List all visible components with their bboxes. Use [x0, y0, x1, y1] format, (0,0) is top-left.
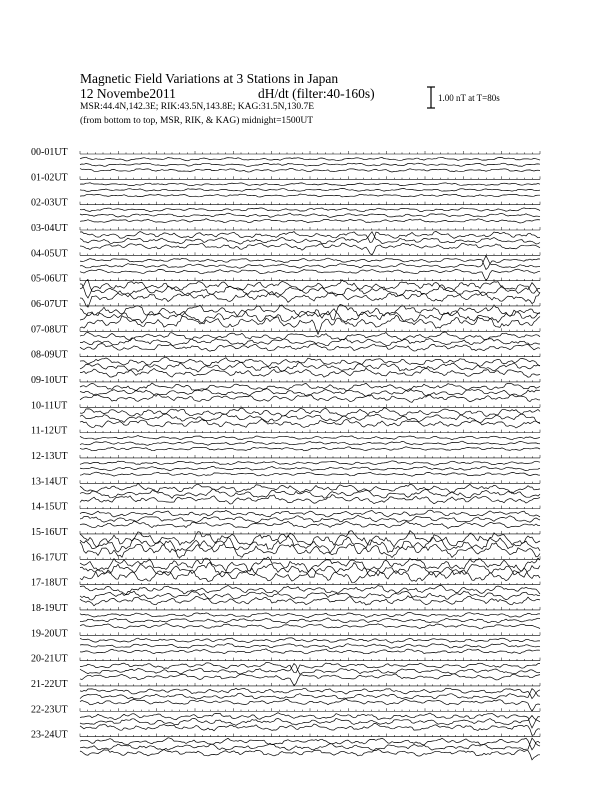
- station-trace: [80, 338, 540, 346]
- chart-component: dH/dt (filter:40-160s): [258, 86, 375, 101]
- hour-label: 21-22UT: [31, 678, 68, 690]
- hour-row: [31, 350, 540, 378]
- hour-label: 03-04UT: [31, 222, 68, 234]
- hour-row: [31, 527, 540, 558]
- hour-row: [31, 654, 540, 686]
- station-trace: [80, 689, 540, 700]
- station-trace: [80, 219, 540, 223]
- hour-row: [31, 603, 540, 629]
- station-trace: [80, 208, 540, 212]
- station-trace: [80, 585, 540, 594]
- hour-row: [31, 198, 540, 223]
- hour-row: [31, 172, 540, 197]
- chart-title: Magnetic Field Variations at 3 Stations in Japan: [80, 71, 339, 86]
- hour-row: [31, 223, 540, 255]
- hour-row: [31, 324, 540, 351]
- station-trace: [80, 643, 540, 648]
- hour-label: 08-09UT: [31, 349, 68, 361]
- station-trace: [80, 232, 540, 244]
- station-trace: [80, 168, 540, 172]
- station-trace: [80, 258, 540, 269]
- station-trace: [80, 472, 540, 476]
- station-trace: [80, 461, 540, 465]
- station-trace: [80, 618, 540, 623]
- hour-label: 10-11UT: [31, 400, 68, 412]
- station-trace: [80, 749, 540, 759]
- station-trace: [80, 280, 540, 297]
- hour-label: 06-07UT: [31, 298, 68, 310]
- station-trace: [80, 466, 540, 470]
- hour-label: 20-21UT: [31, 653, 68, 665]
- hour-row: [31, 552, 540, 583]
- hour-row: [31, 628, 540, 654]
- chart-date: 12 Novembe2011: [80, 86, 176, 101]
- hour-row: [31, 476, 540, 504]
- hour-row: [31, 147, 540, 172]
- station-trace: [80, 188, 540, 191]
- station-trace: [80, 613, 540, 618]
- station-trace: [80, 389, 540, 397]
- hour-row: [31, 578, 540, 606]
- station-trace: [80, 447, 540, 451]
- hour-label: 04-05UT: [31, 248, 68, 260]
- station-trace: [80, 332, 540, 341]
- hour-label: 17-18UT: [31, 577, 68, 589]
- hour-row: [31, 248, 540, 280]
- scale-bar: [427, 87, 435, 108]
- hour-row: [31, 502, 540, 529]
- station-trace: [80, 419, 540, 428]
- station-trace: [80, 408, 540, 417]
- station-trace: [80, 441, 540, 445]
- station-coordinates: MSR:44.4N,142.3E; RIK:43.5N,143.8E; KAG:31.5N,130.7E: [80, 102, 315, 112]
- hour-label: 18-19UT: [31, 602, 68, 614]
- station-trace: [80, 596, 540, 606]
- station-trace: [80, 183, 540, 186]
- station-trace: [80, 591, 540, 600]
- station-trace: [80, 664, 540, 675]
- hour-row: [31, 426, 540, 451]
- station-trace: [80, 515, 540, 523]
- station-trace: [80, 157, 540, 161]
- hour-label: 12-13UT: [31, 450, 68, 462]
- hour-label: 14-15UT: [31, 501, 68, 513]
- station-trace: [80, 568, 540, 583]
- hour-label: 07-08UT: [31, 324, 68, 336]
- station-trace: [80, 716, 540, 726]
- hour-label: 19-20UT: [31, 628, 68, 640]
- station-trace: [80, 357, 540, 366]
- hour-row: [31, 375, 540, 402]
- station-trace: [80, 489, 540, 498]
- station-trace: [80, 688, 540, 698]
- station-trace: [80, 163, 540, 166]
- station-trace: [80, 436, 540, 440]
- hour-row: [31, 679, 540, 711]
- station-trace: [80, 362, 540, 372]
- hour-label: 23-24UT: [31, 729, 68, 741]
- hour-label: 15-16UT: [31, 526, 68, 538]
- scale-bar-label: 1.00 nT at T=80s: [438, 93, 500, 103]
- station-trace: [80, 724, 540, 736]
- hour-row: [31, 704, 540, 735]
- hour-row: [31, 451, 540, 476]
- hour-row: [31, 274, 540, 308]
- hour-rows: [31, 147, 540, 760]
- hour-row: [31, 299, 540, 334]
- station-trace: [80, 213, 540, 217]
- station-trace: [80, 713, 540, 728]
- station-trace: [80, 305, 540, 321]
- station-trace: [80, 638, 540, 643]
- hour-label: 05-06UT: [31, 273, 68, 285]
- hour-row: [31, 400, 540, 428]
- hour-label: 02-03UT: [31, 197, 68, 209]
- station-order-note: (from bottom to top, MSR, RIK, & KAG) midnight=1500UT: [80, 116, 314, 126]
- hour-label: 13-14UT: [31, 476, 68, 488]
- station-trace: [80, 256, 540, 268]
- station-trace: [80, 483, 540, 493]
- station-trace: [80, 738, 540, 750]
- hour-label: 11-12UT: [31, 425, 68, 437]
- station-trace: [80, 510, 540, 517]
- station-trace: [80, 194, 540, 197]
- station-trace: [80, 649, 540, 654]
- hour-label: 09-10UT: [31, 374, 68, 386]
- hour-row: [31, 730, 540, 760]
- hour-label: 00-01UT: [31, 147, 68, 158]
- station-trace: [80, 624, 540, 629]
- hour-label: 16-17UT: [31, 552, 68, 564]
- station-trace: [80, 309, 540, 323]
- hour-label: 22-23UT: [31, 704, 68, 716]
- hour-label: 01-02UT: [31, 172, 68, 184]
- station-trace: [80, 521, 540, 528]
